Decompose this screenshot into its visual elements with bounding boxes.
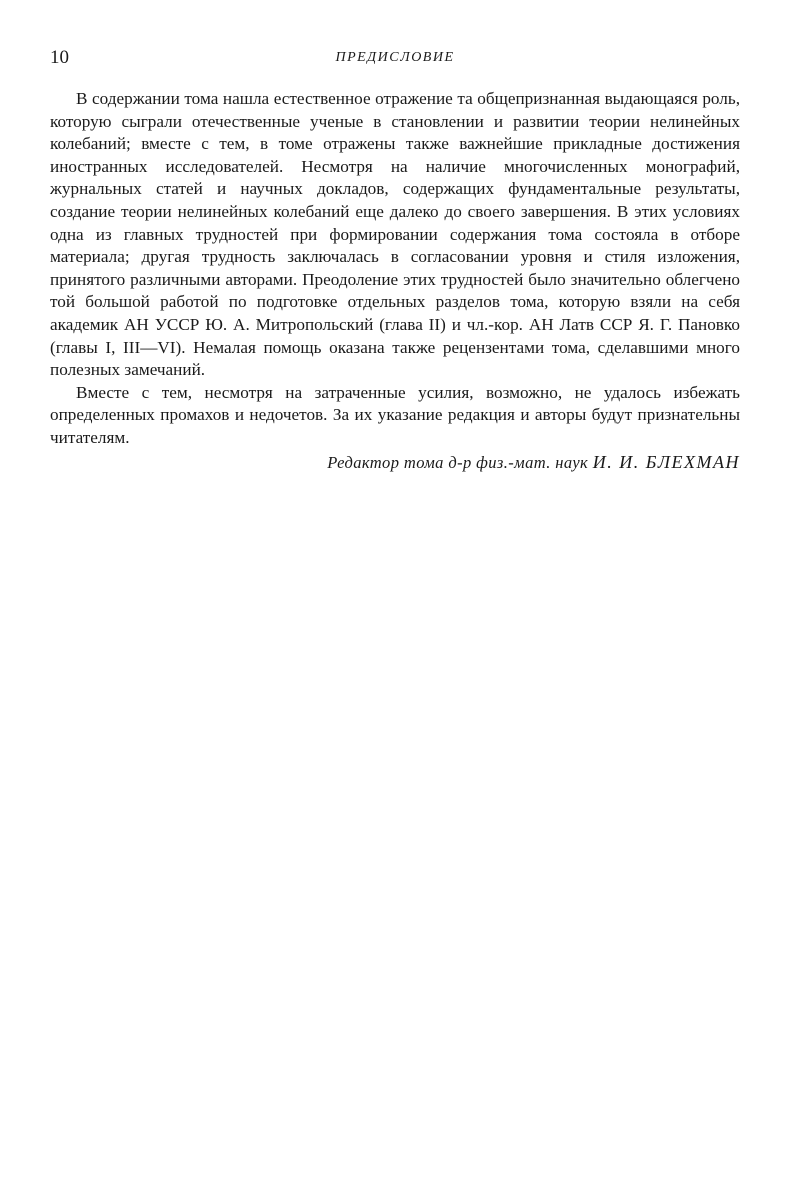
paragraph-2: Вместе с тем, несмотря на затраченные усилия, возможно, не удалось избежать определенных промахов и недочетов. За их указание редакция и авторы будут признательны читателям. [50, 382, 740, 447]
editor-signature [50, 450, 740, 475]
section-title: ПРЕДИСЛОВИЕ [335, 50, 455, 65]
paragraph-1: В содержании тома нашла естественное отражение та общепризнанная выдающаяся роль, которую сыграли отечественные ученые в становлении и развитии теории нелинейных колебаний; вместе с тем, в томе отражены также важнейшие прикладные достижения иностранных исследователей. Несмотря на наличие многочисленных монографий, журнальных статей и научных докладов, содержащих фундаментальные результаты, создание теории нелинейных колебаний еще далеко до своего завершения. В этих условиях одна из главных трудностей при формировании содержания тома состояла в отборе материала; другая трудность заключалась в согласовании уровня и стиля изложения, принятого различными авторами. Преодоление этих трудностей было значительно облегчено той большой работой по подготовке отдельных разделов тома, которую взяли на себя академик АН УССР Ю. А. Митропольский (глава II) и чл.-кор. АН Латв ССР Я. Г. Пановко (главы I, III—VI). Немалая помощь оказана также рецензентами тома, сделавшими много полезных замечаний. [50, 89, 740, 380]
running-head [50, 46, 740, 70]
signature-role: Редактор тома д-р физ.-мат. наук [327, 452, 589, 472]
preface-body [50, 88, 740, 475]
signature-name: И. И. БЛЕХМАН [592, 451, 740, 472]
page-number: 10 [50, 47, 69, 68]
